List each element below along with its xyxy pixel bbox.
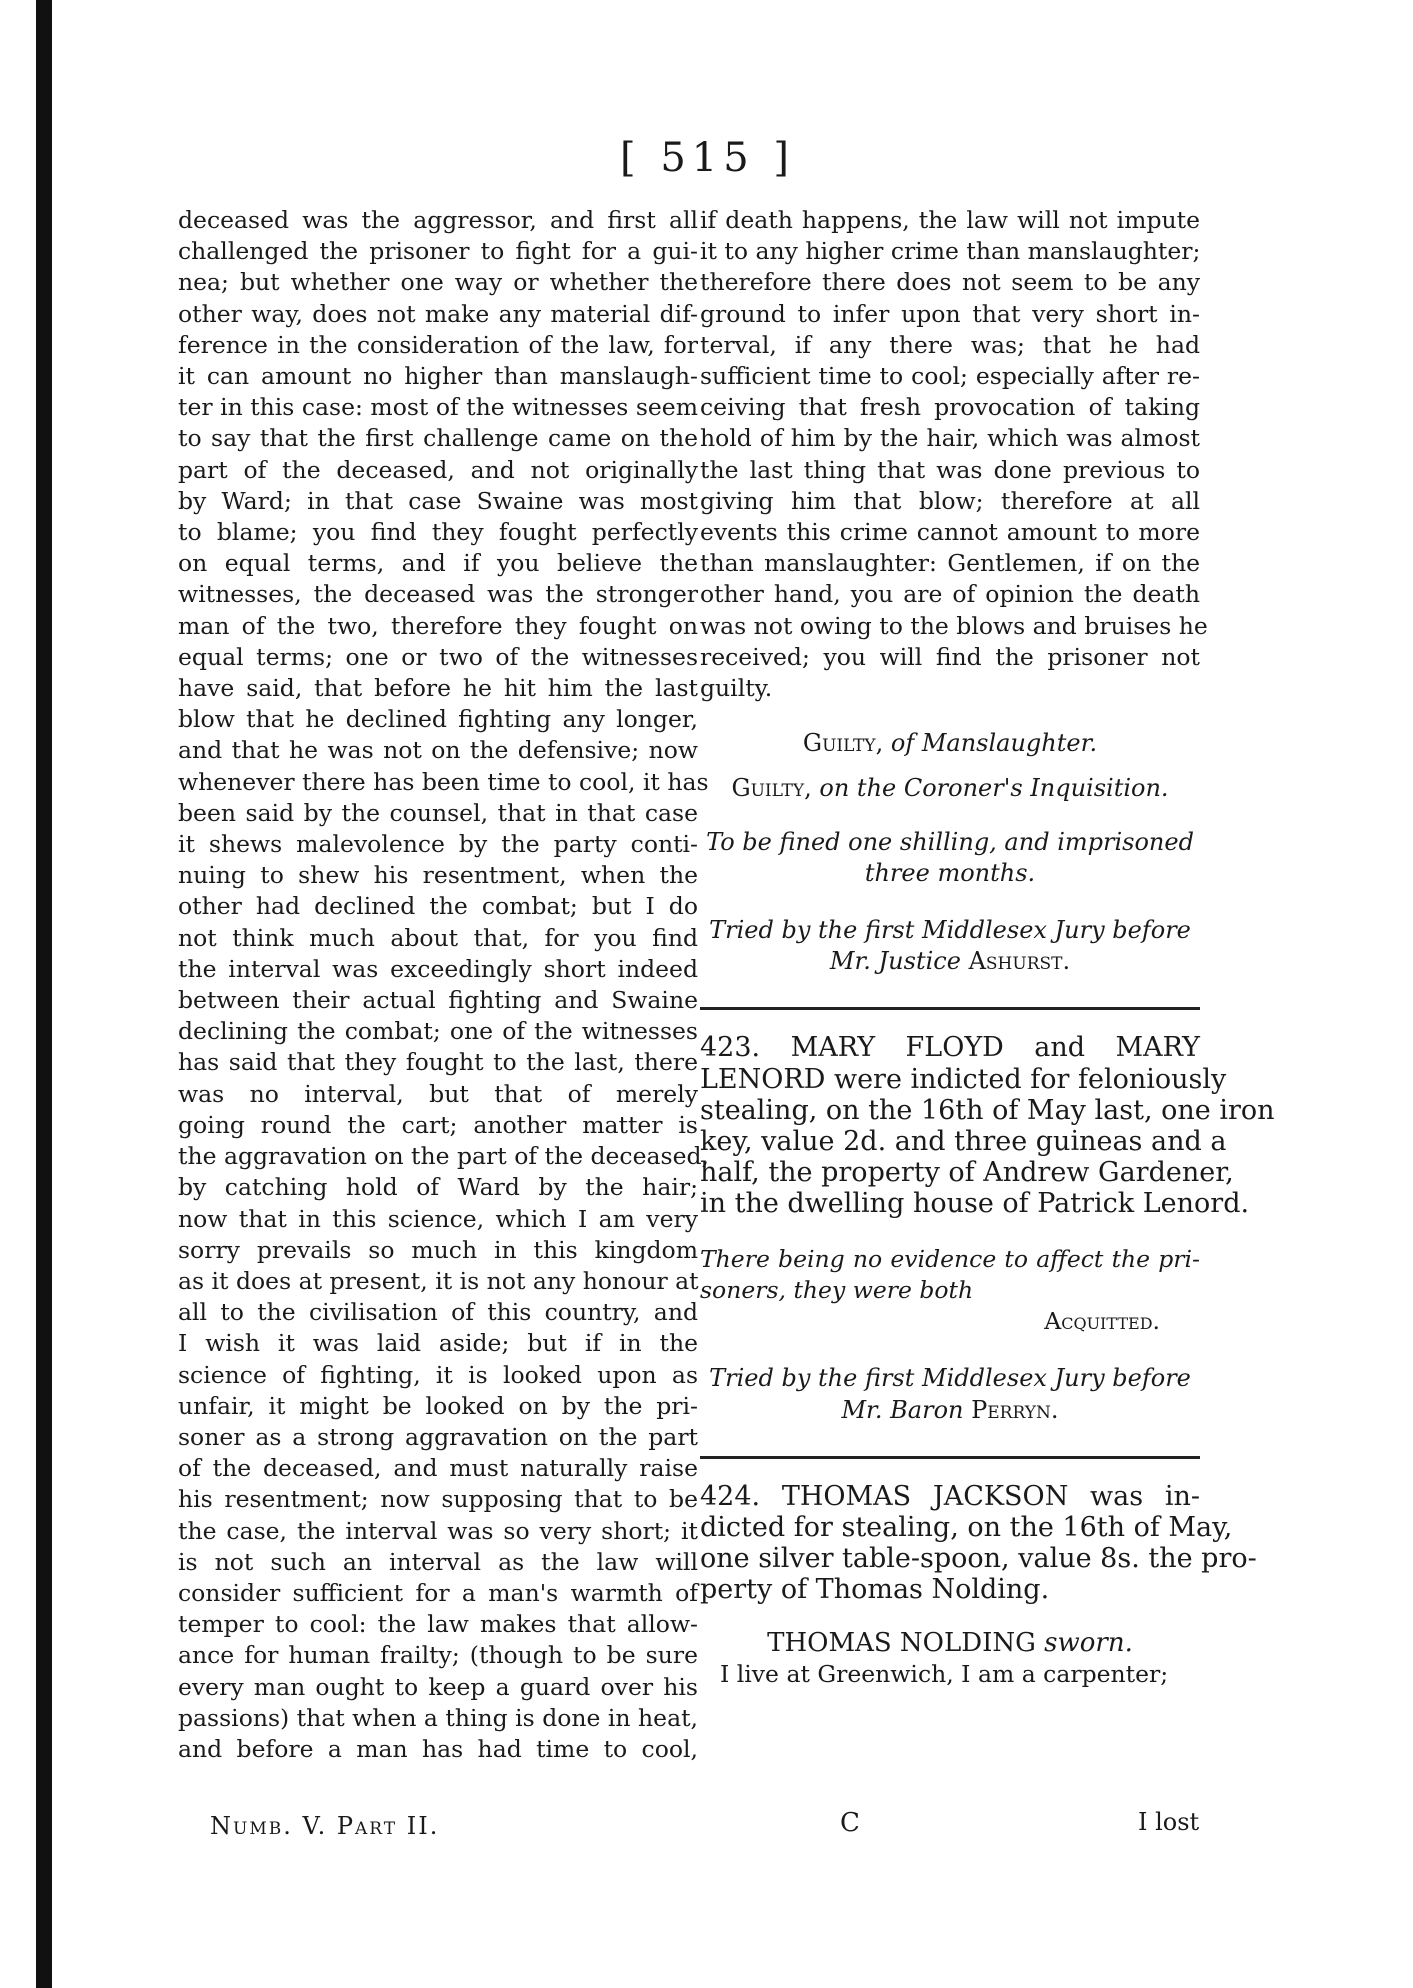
left-column-line: the interval was exceedingly short indeed — [178, 954, 698, 983]
left-column-line: equal terms; one or two of the witnesses — [178, 642, 698, 671]
left-column-line: temper to cool: the law makes that allow- — [178, 1610, 698, 1639]
left-column-line: science of fighting, it is looked upon as — [178, 1360, 698, 1389]
left-column-line: it shews malevolence by the party conti- — [178, 830, 698, 859]
left-column-line: going round the cart; another matter is — [178, 1110, 698, 1139]
verdict-coroners-inquisition: on the Coroner's Inquisition. — [819, 774, 1169, 803]
left-column-line: ance for human frailty; (though to be sure — [178, 1641, 698, 1670]
witness-heading — [700, 1628, 1200, 1659]
left-column-line: now that in this science, which I am very — [178, 1204, 698, 1233]
left-column-line: unfair, it might be looked on by the pri- — [178, 1391, 698, 1420]
left-column-line: man of the two, therefore they fought on — [178, 611, 698, 640]
case-423-line: 423. MARY FLOYD and MARY — [700, 1032, 1200, 1064]
tried-by-perryn — [700, 1363, 1200, 1425]
right-column-line: received; you will find the prisoner not — [700, 642, 1200, 671]
case-424-line: 424. THOMAS JACKSON was in- — [700, 1480, 1200, 1512]
catchword: I lost — [1138, 1808, 1200, 1836]
right-column-line: was not owing to the blows and bruises he — [700, 611, 1208, 640]
case-424-line: dicted for stealing, on the 16th of May, — [700, 1511, 1233, 1543]
left-column-line: it can amount no higher than manslaugh- — [178, 362, 698, 391]
right-column-line: other hand, you are of opinion the death — [700, 580, 1200, 609]
left-column-line: as it does at present, it is not any honour at — [178, 1266, 699, 1295]
left-column-line: and before a man has had time to cool, — [178, 1734, 698, 1763]
verdict-of-manslaughter: of Manslaughter. — [890, 729, 1098, 758]
case-424-line: one silver table-spoon, value 8s. the pro- — [700, 1543, 1257, 1575]
case-423-line: half, the property of Andrew Gardener, — [700, 1157, 1234, 1189]
left-column-line: not think much about that, for you find — [178, 923, 698, 952]
right-column-line: guilty. — [700, 674, 773, 703]
left-column-line: blow that he declined fighting any longer, — [178, 705, 698, 734]
case-423-line: in the dwelling house of Patrick Lenord. — [700, 1188, 1250, 1220]
tried-baron: Mr. Baron — [841, 1395, 964, 1424]
verdict-coroner — [700, 773, 1200, 804]
page-footer: Numb. V. Part II. — [210, 1812, 440, 1840]
case-423-line: key, value 2d. and three guineas and a — [700, 1126, 1227, 1158]
left-column-line: on equal terms, and if you believe the — [178, 549, 698, 578]
left-column-line: has said that they fought to the last, there — [178, 1048, 698, 1077]
right-column-line: terval, if any there was; that he had — [700, 330, 1200, 359]
sentence — [700, 827, 1200, 889]
case-424 — [700, 1480, 1257, 1606]
judge-name-perryn: Perryn. — [971, 1395, 1059, 1424]
left-column-line: the aggravation on the part of the deceased, — [178, 1142, 709, 1171]
left-column-line: sorry prevails so much in this kingdom — [178, 1235, 698, 1264]
left-column-line: every man ought to keep a guard over his — [178, 1672, 698, 1701]
left-column-line: of the deceased, and must naturally raise — [178, 1454, 698, 1483]
signature-mark: C — [840, 1808, 860, 1838]
right-column-line: if death happens, the law will not impute — [700, 206, 1200, 234]
binding-edge — [36, 0, 52, 1988]
witness-name: THOMAS NOLDING — [767, 1627, 1036, 1658]
left-column-line: is not such an interval as the law will — [178, 1547, 698, 1576]
section-divider-1 — [700, 1007, 1200, 1010]
left-column-line: was no interval, but that of merely — [178, 1079, 698, 1108]
right-column-line: the last thing that was done previous to — [700, 455, 1200, 484]
left-column-line: by catching hold of Ward by the hair; — [178, 1173, 698, 1202]
left-column-line: to blame; you find they fought perfectly — [178, 518, 698, 547]
no-evidence-note — [700, 1244, 1200, 1306]
case-423-line: stealing, on the 16th of May last, one iron — [700, 1094, 1275, 1126]
witness-sworn: sworn. — [1044, 1627, 1133, 1658]
right-column-line: ground to infer upon that very short in- — [700, 299, 1200, 328]
no-evidence-line-2: soners, they were both — [700, 1275, 974, 1304]
right-column-line: ceiving that fresh provocation of taking — [700, 393, 1200, 422]
case-423-line: LENORD were indicted for feloniously — [700, 1063, 1227, 1095]
left-column-line: declining the combat; one of the witnesses — [178, 1017, 698, 1046]
left-column-line: I wish it was laid aside; but if in the — [178, 1329, 698, 1358]
page-number: [ 515 ] — [620, 135, 795, 181]
left-column-line: challenged the prisoner to fight for a gui- — [178, 237, 698, 266]
case-424-line: perty of Thomas Nolding. — [700, 1574, 1050, 1606]
left-column-line: deceased was the aggressor, and first all — [178, 206, 698, 234]
judge-name-ashurst: Ashurst. — [968, 947, 1071, 976]
section-divider-2 — [700, 1456, 1200, 1459]
sentence-line-2: three months. — [864, 858, 1036, 887]
right-column-line: therefore there does not seem to be any — [700, 268, 1200, 297]
verdict-guilty-label: Guilty, — [802, 729, 884, 758]
left-column-line: whenever there has been time to cool, it has — [178, 767, 709, 796]
right-column-line: hold of him by the hair, which was almost — [700, 424, 1200, 453]
no-evidence-line-1: There being no evidence to affect the pri- — [700, 1244, 1200, 1273]
sentence-line-1: To be fined one shilling, and imprisoned — [706, 827, 1194, 856]
tried2-line-1: Tried by the first Middlesex Jury before — [709, 1364, 1191, 1393]
left-column-line: ference in the consideration of the law, for — [178, 330, 698, 359]
left-column-line: part of the deceased, and not originally — [178, 455, 698, 484]
right-column-text — [700, 205, 1208, 704]
verdict-guilty-label-2: Guilty, — [731, 774, 812, 803]
left-column-line: nuing to shew his resentment, when the — [178, 861, 698, 890]
right-column-line: events this crime cannot amount to more — [700, 518, 1200, 547]
left-column-line: all to the civilisation of this country, and — [178, 1298, 698, 1327]
tried-by-ashurst — [700, 915, 1200, 977]
left-column-line: to say that the first challenge came on the — [178, 424, 698, 453]
verdict-acquitted: Acquitted. — [1044, 1307, 1160, 1336]
right-column-line: giving him that blow; therefore at all — [700, 486, 1200, 515]
right-column-line: it to any higher crime than manslaughter; — [700, 237, 1201, 266]
left-column-line: consider sufficient for a man's warmth of — [178, 1578, 698, 1607]
tried-justice: Mr. Justice — [829, 947, 961, 976]
left-column-line: by Ward; in that case Swaine was most — [178, 486, 698, 515]
left-column-line: the case, the interval was so very short; it — [178, 1516, 698, 1545]
left-column-line: nea; but whether one way or whether the — [178, 268, 698, 297]
left-column-line: passions) that when a thing is done in heat, — [178, 1703, 698, 1732]
verdict-manslaughter — [700, 728, 1200, 759]
witness-testimony: I live at Greenwich, I am a carpenter; — [720, 1659, 1169, 1688]
right-column — [700, 205, 1275, 1690]
tried-line-1: Tried by the first Middlesex Jury before — [709, 916, 1191, 945]
left-column-line: witnesses, the deceased was the stronger — [178, 580, 698, 609]
left-column-line: and that he was not on the defensive; now — [178, 736, 698, 765]
left-column-line: other had declined the combat; but I do — [178, 892, 698, 921]
left-column-line: have said, that before he hit him the last — [178, 674, 698, 703]
left-column-line: his resentment; now supposing that to be — [178, 1485, 698, 1514]
left-column-line: been said by the counsel, that in that case — [178, 798, 698, 827]
left-column-line: ter in this case: most of the witnesses seem — [178, 393, 698, 422]
case-423 — [700, 1032, 1275, 1220]
right-column-line: sufficient time to cool; especially after re- — [700, 362, 1200, 391]
left-column-line: soner as a strong aggravation on the part — [178, 1422, 698, 1451]
left-column-line: other way, does not make any material dif- — [178, 299, 698, 328]
left-column-line: between their actual fighting and Swaine — [178, 986, 698, 1015]
right-column-line: than manslaughter: Gentlemen, if on the — [700, 549, 1200, 578]
left-column — [178, 205, 709, 1765]
